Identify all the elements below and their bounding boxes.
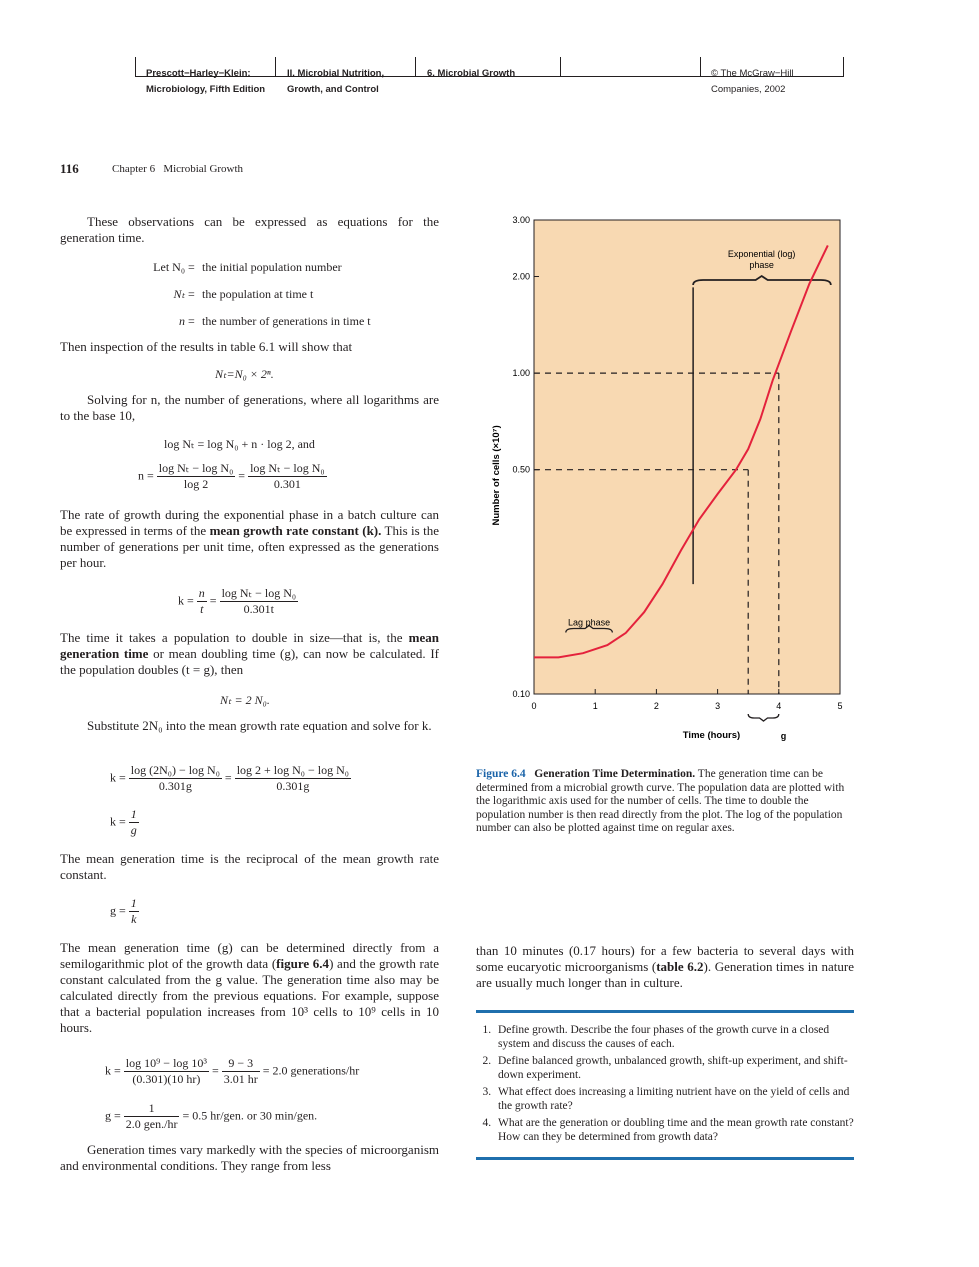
fraction-denominator: 2.0 gen./hr (125, 1117, 178, 1131)
eq-lhs: k = (110, 770, 126, 785)
equation-population: Nₜ=N₀ × 2ⁿ. (215, 367, 274, 381)
y-tick-label: 1.00 (512, 368, 530, 379)
eq-rhs: = 2.0 generations/hr (262, 1063, 360, 1078)
let-eq: = (188, 287, 195, 301)
equation-example-g (105, 1101, 317, 1132)
fraction-numerator: 9 − 3 (222, 1056, 260, 1072)
header-chapter: 6. Microbial Growth (427, 68, 516, 79)
fraction-numerator: log Nₜ − log N₀ (250, 461, 325, 475)
fraction-denominator: log 2 (183, 477, 209, 491)
eq-lhs: k = (110, 814, 126, 829)
figure-caption (476, 768, 854, 836)
question-item: 4. What are the generation or doubling time and the mean growth rate constant? How can they be determined from growth data? (494, 1116, 854, 1144)
x-tick-label: 1 (592, 701, 598, 711)
fraction-denominator: 0.301g (276, 779, 310, 793)
let-eq: = (188, 260, 195, 274)
fraction-numerator: 1 (130, 896, 137, 910)
equation-doubling: Nₜ = 2 N₀. (220, 693, 270, 707)
fraction-denominator: t (200, 602, 204, 616)
paragraph-inspection: Then inspection of the results in table 6.1 will show that (60, 339, 353, 354)
equation-k (178, 586, 298, 617)
x-tick-label: 3 (715, 701, 721, 711)
y-tick-label: 0.50 (512, 464, 530, 475)
eq-lhs: n = (138, 468, 154, 483)
fraction-numerator: log 2 + log N₀ − log N₀ (236, 763, 349, 777)
y-tick-label: 3.00 (512, 215, 530, 225)
fraction-numerator: log 10⁹ − log 10³ (125, 1056, 207, 1070)
paragraph-generation-time: The time it takes a population to double in size—that is, the mean generation time or mean doubling time (g), can now be calculated. If the population doubles (t = g), then (60, 630, 439, 677)
eq-lhs: k = (178, 593, 194, 608)
growth-curve-chart (478, 208, 858, 748)
y-axis-label: Number of cells (×10⁷) (491, 425, 502, 526)
x-tick-label: 5 (837, 701, 843, 711)
exponential-phase-label: Exponential (log) (727, 249, 796, 260)
paragraph-growth-rate: The rate of growth during the exponential phase in a batch culture can be expressed in terms of the mean growth rate constant (k). This is the number of generations per unit time, often expressed as the generations per hour. (60, 507, 439, 570)
generation-time-brace (748, 714, 779, 721)
paragraph-substitute: Substitute 2N₀ into the mean growth rate equation and solve for k. (87, 718, 432, 733)
eq-equals: = (209, 593, 217, 608)
fraction-numerator: log Nₜ − log N₀ (158, 461, 234, 475)
let-lhs: n (179, 314, 185, 328)
generation-time-label: g (780, 731, 787, 741)
x-tick-label: 2 (653, 701, 659, 711)
x-tick-label: 0 (531, 701, 537, 711)
fraction-numerator: 1 (124, 1101, 180, 1117)
fraction-numerator: log Nₜ − log N₀ (221, 586, 297, 600)
paragraph-example: The mean generation time (g) can be determined directly from a semilogarithmic plot of the growth data (figure 6.4) and the growth rate constant calculated from the g value. The generation time also may be calculated directly from the previous equations. For example, suppose that a bacterial population increases from 10³ cells to 10⁹ cells in 10 hours. (60, 940, 439, 1035)
fraction-denominator: 0.301 (273, 477, 301, 491)
equation-k-reciprocal (110, 807, 139, 838)
figure-reference: figure 6.4 (276, 956, 330, 971)
x-axis-label: Time (hours) (682, 730, 741, 741)
fraction-denominator: g (130, 823, 137, 837)
fraction-numerator: log (2N₀) − log N₀ (130, 763, 220, 777)
let-rhs: the population at time t (202, 287, 314, 301)
question-item: 2. Define balanced growth, unbalanced growth, shift-up experiment, and shift-down experiment. (494, 1054, 854, 1082)
y-tick-label: 2.00 (512, 271, 530, 282)
eq-rhs: = 0.5 hr/gen. or 30 min/gen. (182, 1108, 318, 1123)
fraction-denominator: k (131, 912, 137, 926)
fraction-numerator: 1 (130, 807, 137, 821)
review-questions (476, 1010, 854, 1160)
let-lhs: Nₜ (173, 287, 185, 301)
table-reference: table 6.2 (656, 959, 704, 974)
fraction-numerator: n (198, 586, 205, 600)
eq-lhs: k = (105, 1063, 121, 1078)
fraction-denominator: 0.301g (158, 779, 192, 793)
let-rhs: the number of generations in time t (202, 314, 371, 328)
y-tick-label: 0.10 (512, 689, 530, 699)
fraction-denominator: 0.301t (243, 602, 274, 616)
equation-n (138, 461, 327, 492)
figure-title: Generation Time Determination. (534, 768, 696, 780)
eq-equals: = (238, 468, 246, 483)
x-tick-label: 4 (776, 701, 782, 711)
paragraph-solving: Solving for n, the number of generations, where all logarithms are to the base 10, (60, 392, 439, 423)
eq-equals: = (212, 1063, 219, 1078)
paragraph-intro: These observations can be expressed as equations for the generation time. (60, 214, 439, 245)
paragraph-reciprocal: The mean generation time is the reciprocal of the mean growth rate constant. (60, 851, 439, 882)
page-number: 116 (60, 161, 79, 176)
eq-lhs: g = (110, 903, 126, 918)
paragraph-generation-range: than 10 minutes (0.17 hours) for a few bacteria to several days with some eucaryotic microorganisms (table 6.2). Generation times in nature are usually much longer than in culture. (476, 943, 854, 990)
equation-k-substituted (110, 763, 351, 794)
equation-example-k (105, 1056, 359, 1087)
equation-log: log Nₜ = log N₀ + n · log 2, and (164, 437, 315, 451)
let-rhs: the initial population number (202, 260, 342, 274)
eq-lhs: g = (105, 1108, 121, 1123)
paragraph-variation: Generation times vary markedly with the species of microorganism and environmental conditions. They range from less (60, 1142, 439, 1173)
fraction-denominator: (0.301)(10 hr) (132, 1072, 201, 1086)
figure-label: Figure 6.4 (476, 768, 526, 780)
question-item: 1. Define growth. Describe the four phases of the growth curve in a closed system and discuss the causes of each. (494, 1023, 854, 1051)
lag-phase-label: Lag phase (568, 617, 611, 628)
header-copyright: © The McGraw−Hill Companies, 2002 (711, 68, 794, 95)
let-eq: = (188, 314, 195, 328)
header-part: II. Microbial Nutrition, Growth, and Control (287, 68, 385, 95)
figure-caption-text: The generation time can be determined from a microbial growth curve. The population data are plotted with the logarithmic axis used for the number of cells. The time to double the population number is then read directly from the plot. The log of the population number can also be plotted against time on regular axes. (476, 768, 845, 834)
let-lhs: Let N₀ (153, 260, 185, 274)
exponential-phase-label: phase (749, 260, 774, 271)
term-growth-rate-constant: mean growth rate constant (k). (209, 523, 382, 538)
running-title: Chapter 6 Microbial Growth (112, 163, 244, 175)
equation-g-reciprocal (110, 896, 139, 927)
eq-equals: = (224, 770, 232, 785)
question-item: 3. What effect does increasing a limiting nutrient have on the yield of cells and the growth rate? (494, 1085, 854, 1113)
term-mean-generation-time: mean generation time (60, 630, 439, 661)
fraction-denominator: 3.01 hr (223, 1072, 258, 1086)
header-book: Prescott−Harley−Klein: Microbiology, Fifth Edition (146, 68, 266, 95)
